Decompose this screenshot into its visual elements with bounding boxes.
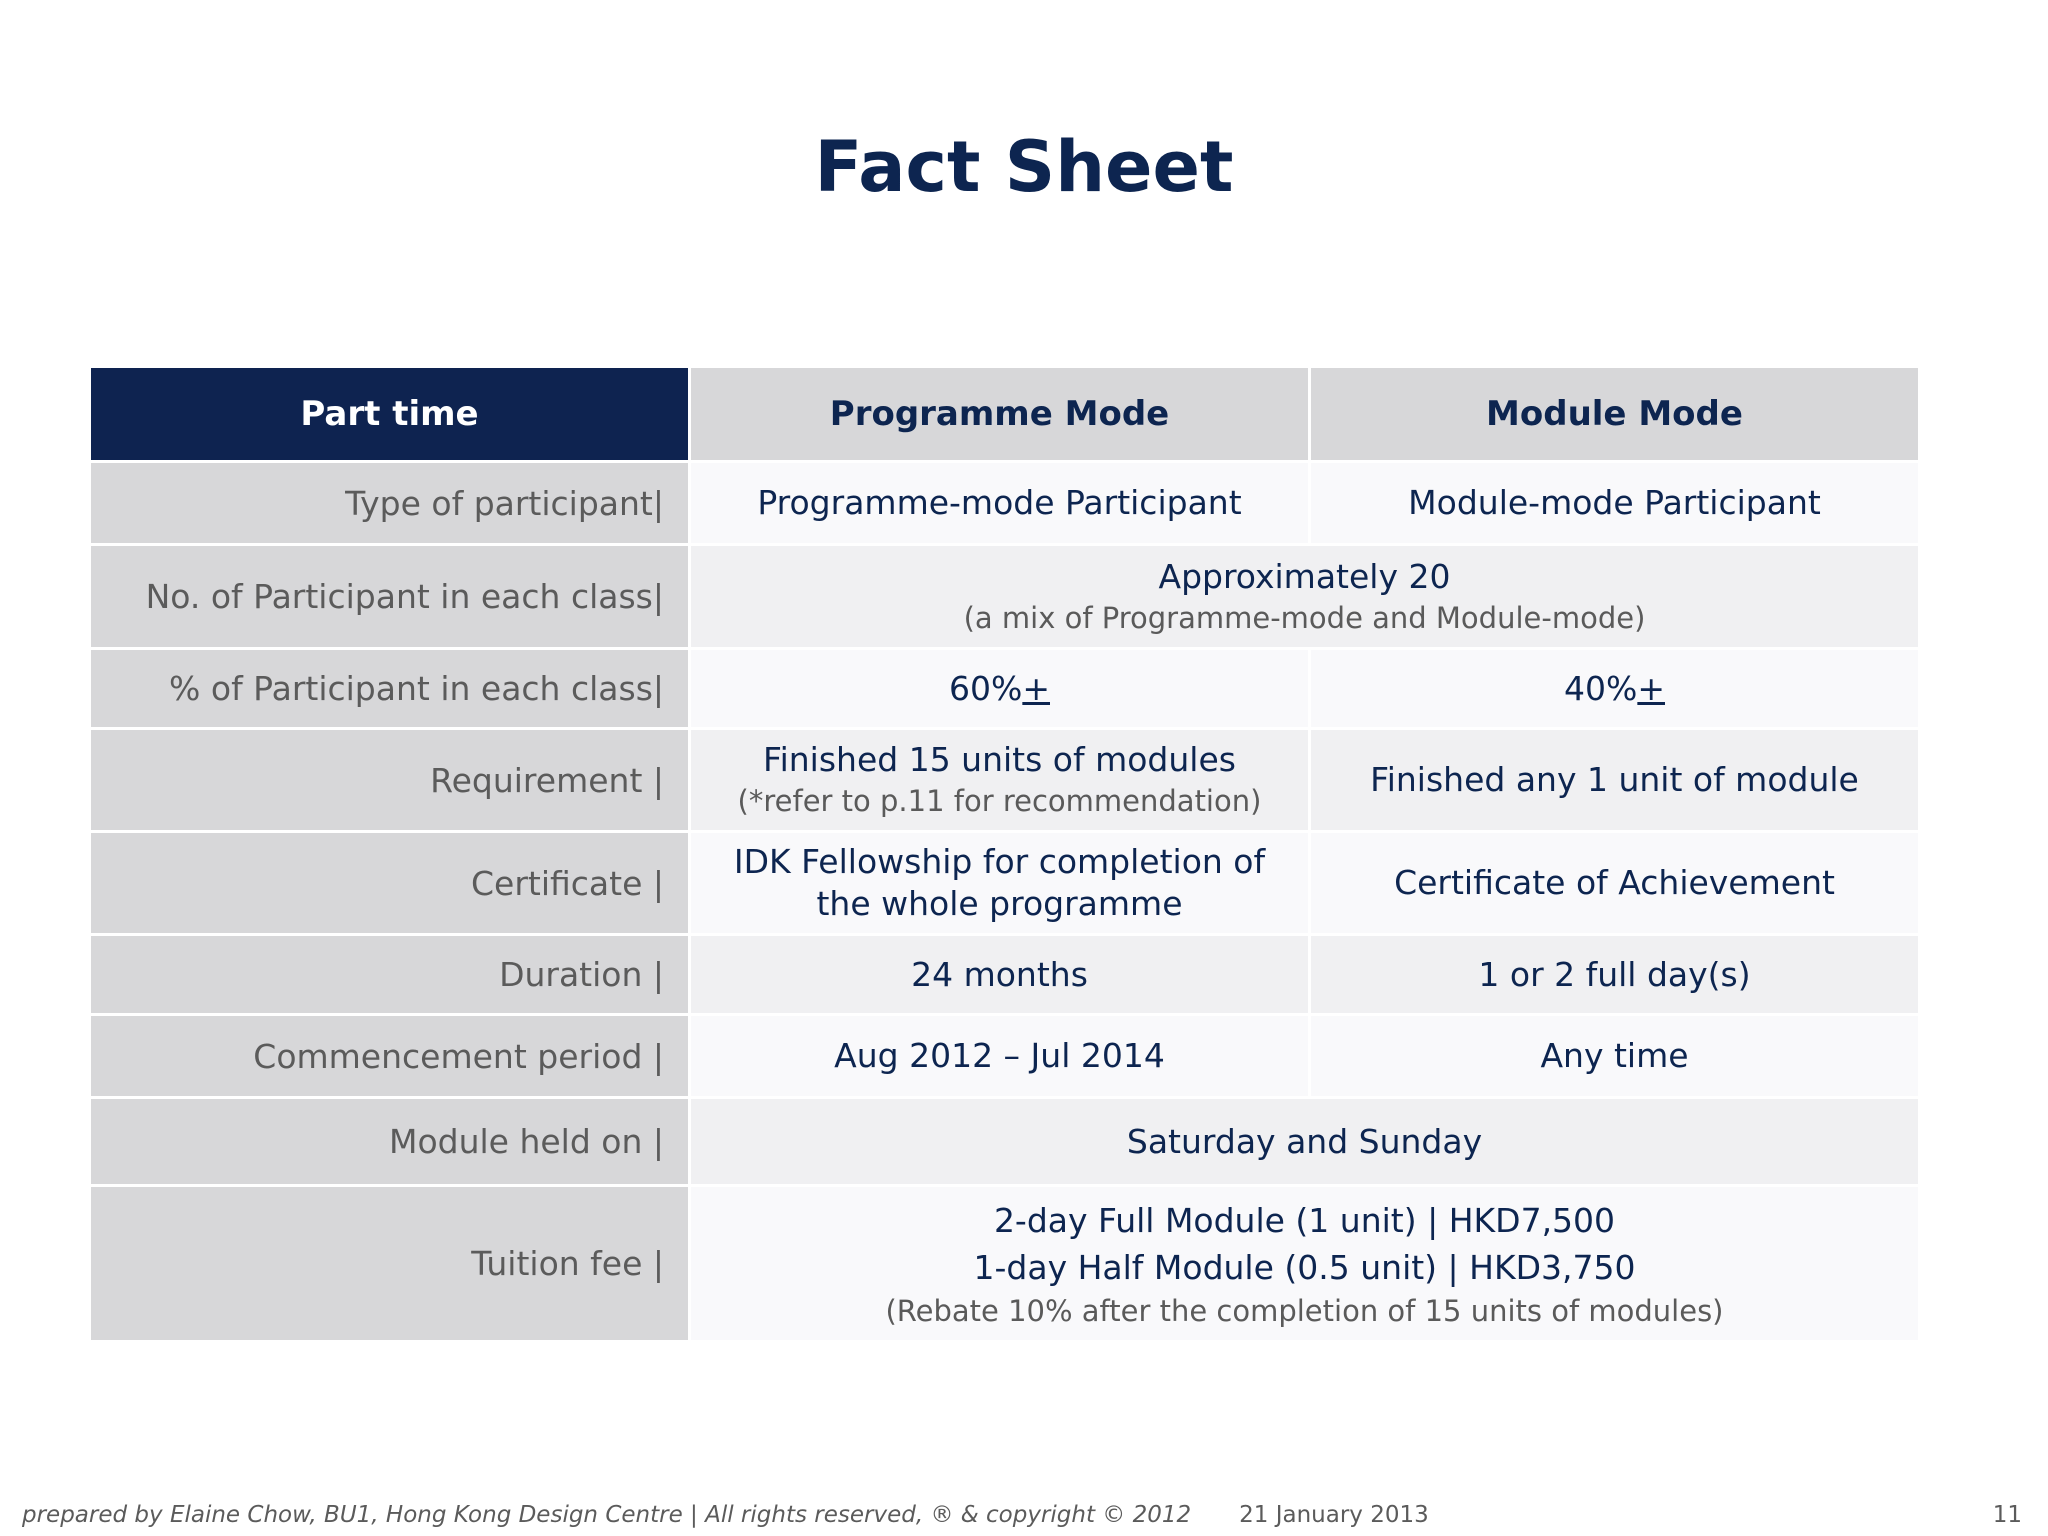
module-value: Any time <box>1310 1015 1920 1098</box>
programme-percent: 60% <box>948 668 1023 708</box>
programme-line-1: IDK Fellowship for completion of <box>733 842 1266 881</box>
row-label: No. of Participant in each class| <box>90 545 690 649</box>
table-header-row <box>90 367 1920 462</box>
programme-note: (*refer to p.11 for recommendation) <box>737 784 1262 818</box>
slide-footer <box>22 1502 1429 1528</box>
row-label: Requirement | <box>90 729 690 832</box>
fact-sheet-table <box>88 365 1921 1343</box>
row-label: Commencement period | <box>90 1015 690 1098</box>
header-part-time: Part time <box>90 367 690 462</box>
row-label: Duration | <box>90 935 690 1015</box>
fee-line-2: 1-day Half Module (0.5 unit) | HKD3,750 <box>973 1247 1636 1287</box>
merged-value: Saturday and Sunday <box>690 1098 1920 1186</box>
row-label: % of Participant in each class| <box>90 649 690 729</box>
footer-credit: prepared by Elaine Chow, BU1, Hong Kong Design Centre | All rights reserved, ® & copyright © 2012 <box>22 1502 1192 1528</box>
table-row-requirement <box>90 729 1920 832</box>
programme-value <box>690 649 1310 729</box>
merged-value <box>690 545 1920 649</box>
row-label: Tuition fee | <box>90 1186 690 1342</box>
fee-rebate-note: (Rebate 10% after the completion of 15 units of modules) <box>885 1293 1724 1328</box>
merged-value <box>690 1186 1920 1342</box>
programme-value <box>690 832 1310 935</box>
programme-value: 24 months <box>690 935 1310 1015</box>
programme-value: Programme-mode Participant <box>690 462 1310 545</box>
table-row-commencement-period <box>90 1015 1920 1098</box>
merged-note: (a mix of Programme-mode and Module-mode) <box>963 600 1646 635</box>
programme-line-2: the whole programme <box>816 884 1183 923</box>
module-value: 1 or 2 full day(s) <box>1310 935 1920 1015</box>
row-label: Type of participant| <box>90 462 690 545</box>
row-label: Certificate | <box>90 832 690 935</box>
slide-title: Fact Sheet <box>814 126 1234 208</box>
header-programme-mode: Programme Mode <box>690 367 1310 462</box>
table-row-participants-per-class <box>90 545 1920 649</box>
module-value <box>1310 649 1920 729</box>
plus-minus-symbol: + <box>1022 668 1050 708</box>
module-value: Certificate of Achievement <box>1310 832 1920 935</box>
merged-main: Approximately 20 <box>1158 556 1451 596</box>
header-module-mode: Module Mode <box>1310 367 1920 462</box>
programme-value <box>690 729 1310 832</box>
row-label: Module held on | <box>90 1098 690 1186</box>
module-value: Finished any 1 unit of module <box>1310 729 1920 832</box>
footer-date: 21 January 2013 <box>1239 1502 1429 1528</box>
fee-line-1: 2-day Full Module (1 unit) | HKD7,500 <box>993 1200 1616 1240</box>
table-row-type-of-participant <box>90 462 1920 545</box>
table-row-percent-participants <box>90 649 1920 729</box>
table-row-tuition-fee <box>90 1186 1920 1342</box>
table-row-duration <box>90 935 1920 1015</box>
page-number: 11 <box>1992 1502 2022 1528</box>
programme-main: Finished 15 units of modules <box>763 740 1236 779</box>
module-value: Module-mode Participant <box>1310 462 1920 545</box>
module-percent: 40% <box>1563 668 1638 708</box>
programme-value: Aug 2012 – Jul 2014 <box>690 1015 1310 1098</box>
table-row-module-held-on <box>90 1098 1920 1186</box>
table-row-certificate <box>90 832 1920 935</box>
plus-minus-symbol: + <box>1637 668 1665 708</box>
